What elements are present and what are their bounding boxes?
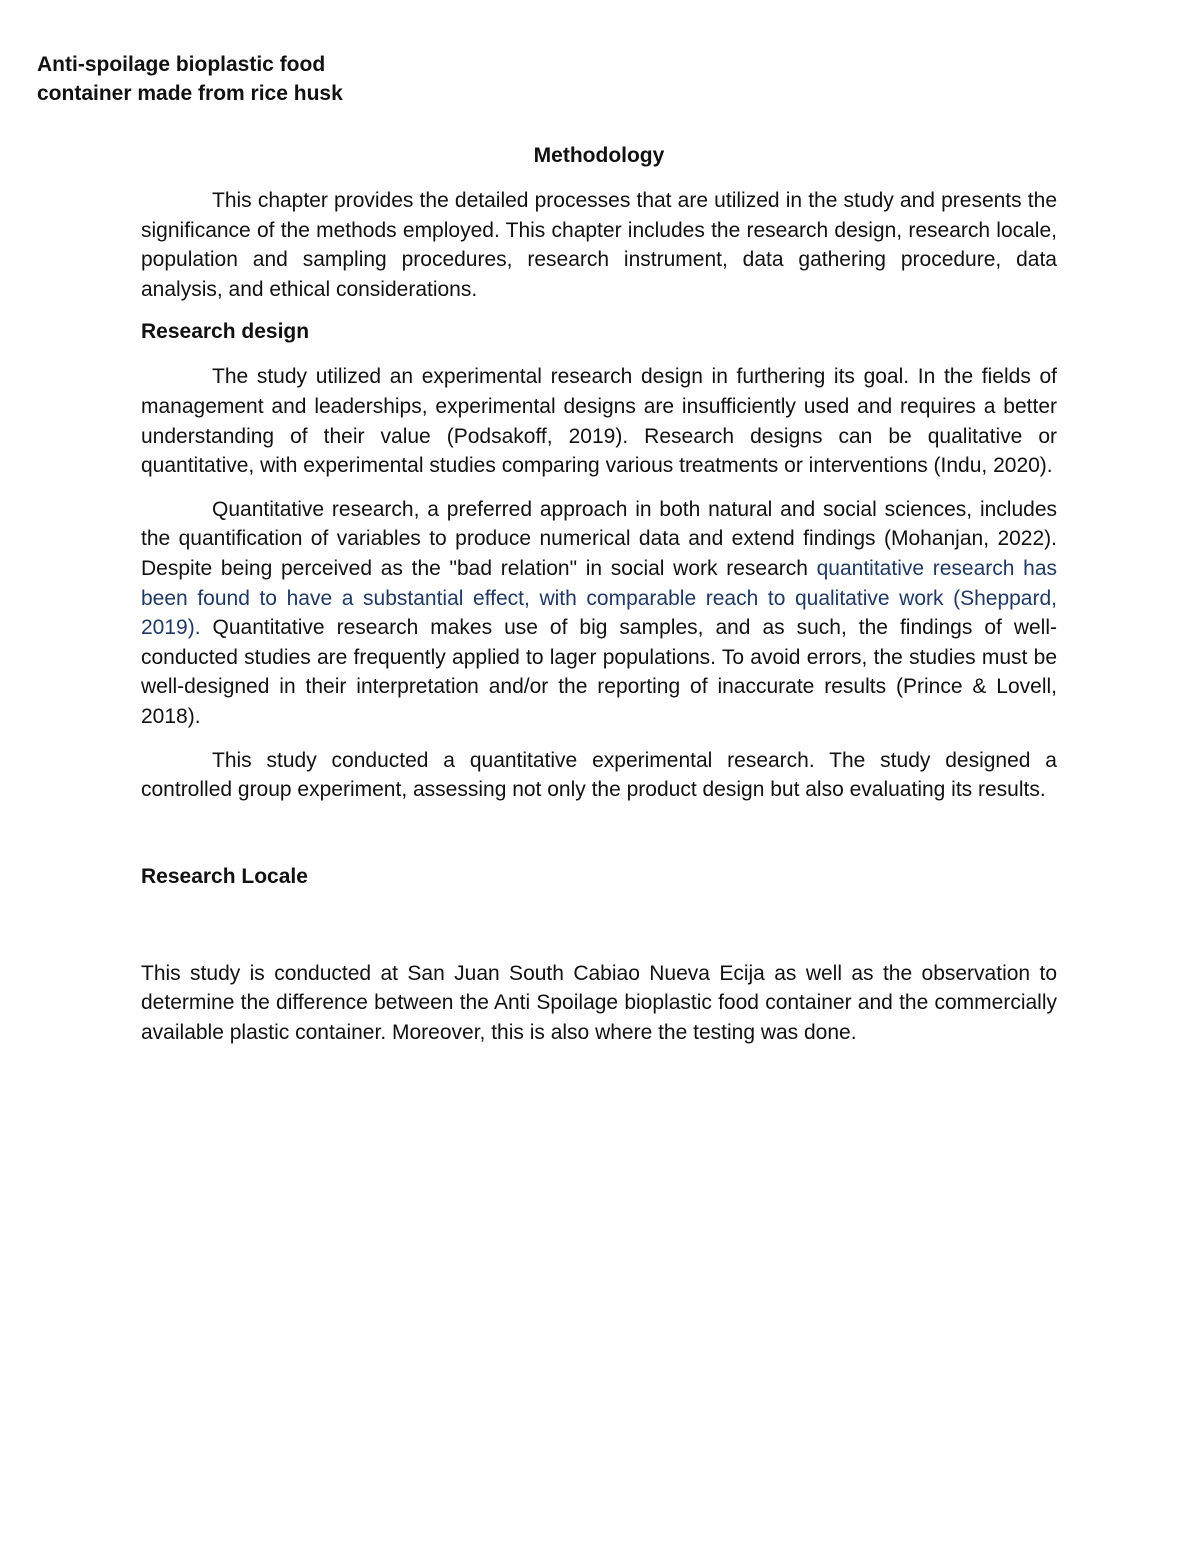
document-title-line-2: container made from rice husk (37, 82, 343, 105)
research-locale-paragraph: This study is conducted at San Juan South Cabiao Nueva Ecija as well as the observation to determine the difference between the Anti Spoilage bioplastic food container and the commercially available plastic container. Moreover, this is also where the testing was done. (141, 961, 1057, 1044)
research-design-paragraph-2 (141, 495, 1057, 732)
paragraph-2-text-end: Quantitative research makes use of big samples, and as such, the findings of well-conducted studies are frequently applied to lager populations. To avoid errors, the studies must be well-designed in their interpretation and/or the reporting of inaccurate results (Prince & Lovell, 2018). (141, 616, 1057, 728)
intro-paragraph: This chapter provides the detailed processes that are utilized in the study and presents the significance of the methods employed. This chapter includes the research design, research locale, population and sampling procedures, research instrument, data gathering procedure, data analysis, and ethical considerations. (141, 189, 1057, 301)
spacer (141, 819, 1057, 863)
document-title (37, 50, 457, 108)
paragraph-2-text-start: Quantitative research, a preferred approach in both natural and social sciences, includes the quantification of variables to produce numerical data and extend findings (Mohanjan, 2022). Despite being perceived as the "bad relation" in social work research (141, 497, 1057, 580)
research-locale-heading: Research Locale (141, 864, 308, 888)
paragraph-2-highlighted-text: quantitative research has been found to have a substantial effect, with comparable reach to qualitative work (Sheppard, 2019). (141, 556, 1057, 640)
spacer (141, 907, 1057, 959)
research-design-paragraph-1: The study utilized an experimental research design in furthering its goal. In the fields of management and leaderships, experimental designs are insufficiently used and requires a better understanding of their value (Podsakoff, 2019). Research designs can be qualitative or quantitative, with experimental studies comparing various treatments or interventions (Indu, 2020). (141, 365, 1057, 478)
research-design-heading: Research design (141, 320, 310, 344)
document-body (141, 142, 1057, 1061)
research-design-paragraph-3: This study conducted a quantitative experimental research. The study designed a controlled group experiment, assessing not only the product design but also evaluating its results. (141, 748, 1057, 802)
document-title-line-1: Anti-spoilage bioplastic food (37, 53, 326, 76)
chapter-heading: Methodology (533, 144, 665, 167)
